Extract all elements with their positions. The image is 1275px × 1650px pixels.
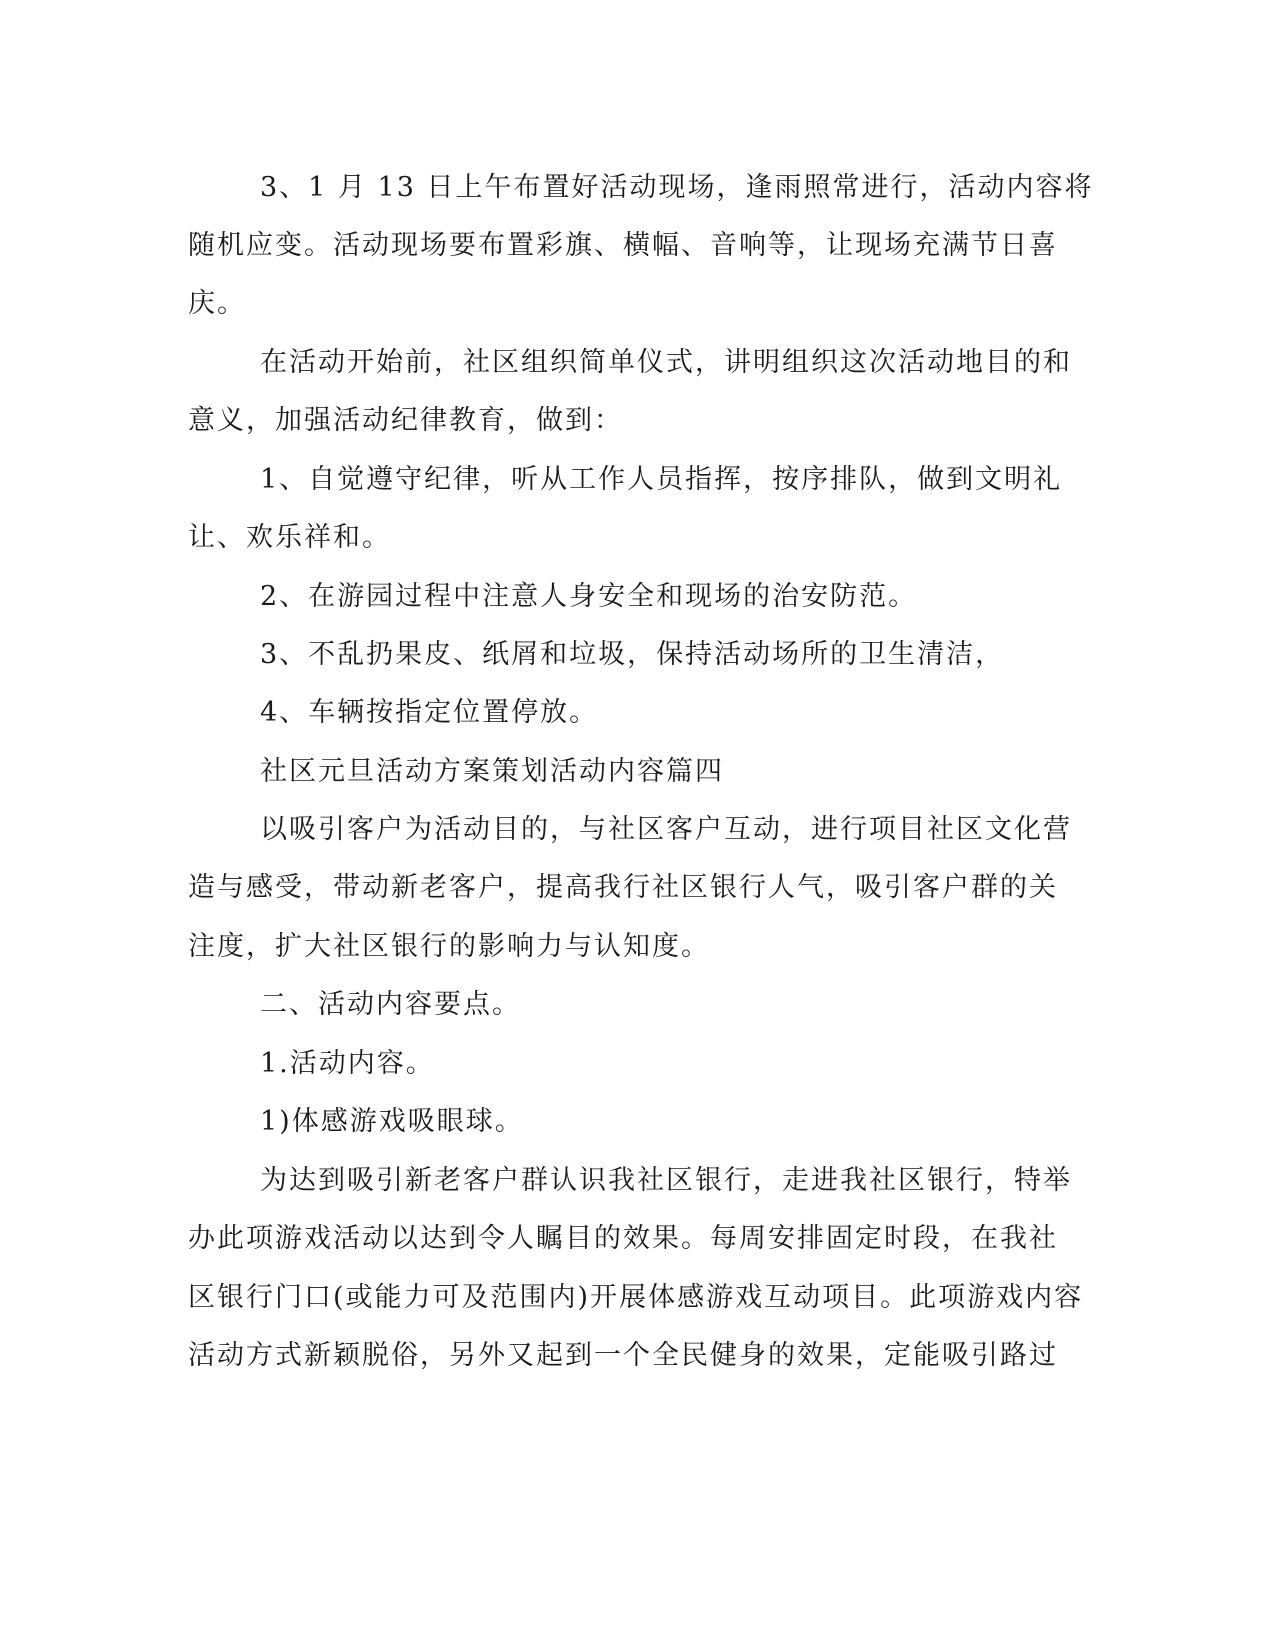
paragraph-line: 办此项游戏活动以达到令人瞩目的效果。每周安排固定时段，在我社 [188, 1223, 1058, 1254]
subsection-heading: 1.活动内容。 [260, 1048, 435, 1079]
paragraph-line: 活动方式新颖脱俗，另外又起到一个全民健身的效果，定能吸引路过 [188, 1340, 1058, 1371]
subsection-heading: 1)体感游戏吸眼球。 [260, 1106, 524, 1137]
paragraph-line: 造与感受，带动新老客户，提高我行社区银行人气，吸引客户群的关 [188, 872, 1058, 903]
list-item: 4、车辆按指定位置停放。 [260, 697, 599, 728]
paragraph-line: 区银行门口(或能力可及范围内)开展体感游戏互动项目。此项游戏内容 [188, 1282, 1084, 1313]
section-heading: 二、活动内容要点。 [260, 989, 521, 1020]
paragraph-line: 为达到吸引新老客户群认识我社区银行，走进我社区银行，特举 [260, 1165, 1072, 1196]
paragraph-line: 随机应变。活动现场要布置彩旗、横幅、音响等，让现场充满节日喜 [188, 230, 1058, 261]
paragraph-line: 3、1 月 13 日上午布置好活动现场，逢雨照常进行，活动内容将 [260, 172, 1094, 203]
list-item: 让、欢乐祥和。 [188, 522, 391, 553]
paragraph-line: 在活动开始前，社区组织简单仪式，讲明组织这次活动地目的和 [260, 347, 1072, 378]
section-heading: 社区元旦活动方案策划活动内容篇四 [260, 756, 724, 787]
paragraph-line: 意义，加强活动纪律教育，做到： [188, 405, 623, 436]
list-item: 2、在游园过程中注意人身安全和现场的治安防范。 [260, 581, 918, 612]
paragraph-line: 注度，扩大社区银行的影响力与认知度。 [188, 931, 710, 962]
paragraph-line: 以吸引客户为活动目的，与社区客户互动，进行项目社区文化营 [260, 814, 1072, 845]
paragraph-line: 庆。 [188, 288, 246, 319]
list-item: 3、不乱扔果皮、纸屑和垃圾，保持活动场所的卫生清洁， [260, 639, 1005, 670]
list-item: 1、自觉遵守纪律，听从工作人员指挥，按序排队，做到文明礼 [260, 464, 1063, 495]
